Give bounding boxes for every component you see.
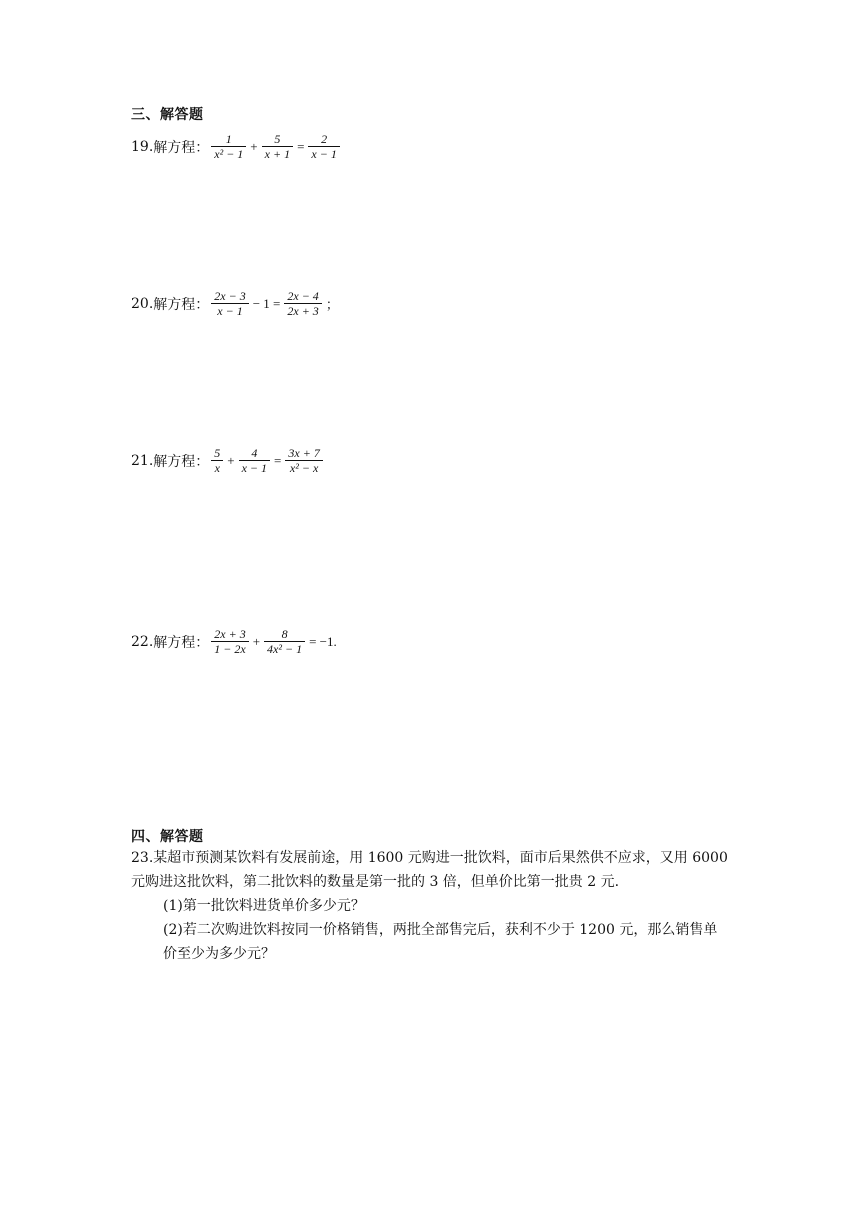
equation xyxy=(209,132,342,161)
operator: = xyxy=(274,452,282,468)
denominator: 4x² − 1 xyxy=(267,642,303,656)
operator: + xyxy=(227,452,235,468)
punctuation: ； xyxy=(325,297,339,312)
fraction xyxy=(211,446,223,475)
operator: − 1 = xyxy=(252,295,281,311)
question-label: 解方程： xyxy=(153,139,210,156)
numerator: 1 xyxy=(225,132,232,146)
denominator: x − 1 xyxy=(311,147,337,161)
section-4-heading: 四、解答题 xyxy=(131,829,204,845)
operator: + xyxy=(250,138,258,154)
equation xyxy=(209,289,341,318)
question-label: 解方程： xyxy=(153,453,210,470)
operator: + xyxy=(252,633,261,649)
question-23-part-1: (1)第一批饮料进货单价多少元？ xyxy=(163,898,365,914)
fraction xyxy=(211,627,248,656)
equation xyxy=(209,446,325,475)
operator: = xyxy=(297,138,305,154)
question-number: 19. xyxy=(131,138,154,155)
question-23-part-2-line-1: (2)若二次购进饮料按同一价格销售，两批全部售完后，获利不少于 1200 元，那么销售单 xyxy=(163,922,718,938)
numerator: 5 xyxy=(274,132,281,146)
question-23-line-1: 23.某超市预测某饮料有发展前途，用 1600 元购进一批饮料，面市后果然供不应求，又用 6000 xyxy=(131,850,728,866)
fraction xyxy=(239,446,270,475)
denominator: x² − x xyxy=(289,461,319,475)
denominator: 1 − 2x xyxy=(214,642,246,656)
denominator: x − 1 xyxy=(217,304,243,318)
denominator: x xyxy=(214,461,220,475)
section-3-heading: 三、解答题 xyxy=(131,107,204,123)
operator: = −1. xyxy=(309,633,337,649)
denominator: x − 1 xyxy=(241,461,268,475)
question-number: 20. xyxy=(131,295,154,312)
question-number: 22. xyxy=(131,633,154,650)
fraction xyxy=(285,446,322,475)
fraction xyxy=(284,289,321,318)
numerator: 5 xyxy=(214,446,221,460)
equation xyxy=(209,627,338,656)
question-label: 解方程： xyxy=(153,634,210,651)
numerator: 2x − 4 xyxy=(287,289,319,303)
fraction xyxy=(262,132,293,161)
question-label: 解方程： xyxy=(153,296,210,313)
denominator: 2x + 3 xyxy=(287,304,319,318)
denominator: x + 1 xyxy=(264,147,291,161)
question-20 xyxy=(131,289,341,318)
question-19 xyxy=(131,132,342,161)
question-21 xyxy=(131,446,325,475)
numerator: 2x + 3 xyxy=(214,627,246,641)
question-22 xyxy=(131,627,339,656)
fraction xyxy=(211,289,248,318)
question-23-part-2-line-2: 价至少为多少元？ xyxy=(163,946,275,962)
denominator: x² − 1 xyxy=(214,147,244,161)
question-23 xyxy=(131,846,771,966)
numerator: 2x − 3 xyxy=(214,289,246,303)
fraction xyxy=(211,132,246,161)
numerator: 3x + 7 xyxy=(288,446,320,460)
question-23-line-2: 元购进这批饮料，第二批饮料的数量是第一批的 3 倍，但单价比第一批贵 2 元. xyxy=(131,874,620,890)
numerator: 4 xyxy=(251,446,258,460)
fraction xyxy=(308,132,339,161)
numerator: 2 xyxy=(321,132,328,146)
numerator: 8 xyxy=(281,627,288,641)
question-number: 21. xyxy=(131,452,154,469)
fraction xyxy=(264,627,305,656)
